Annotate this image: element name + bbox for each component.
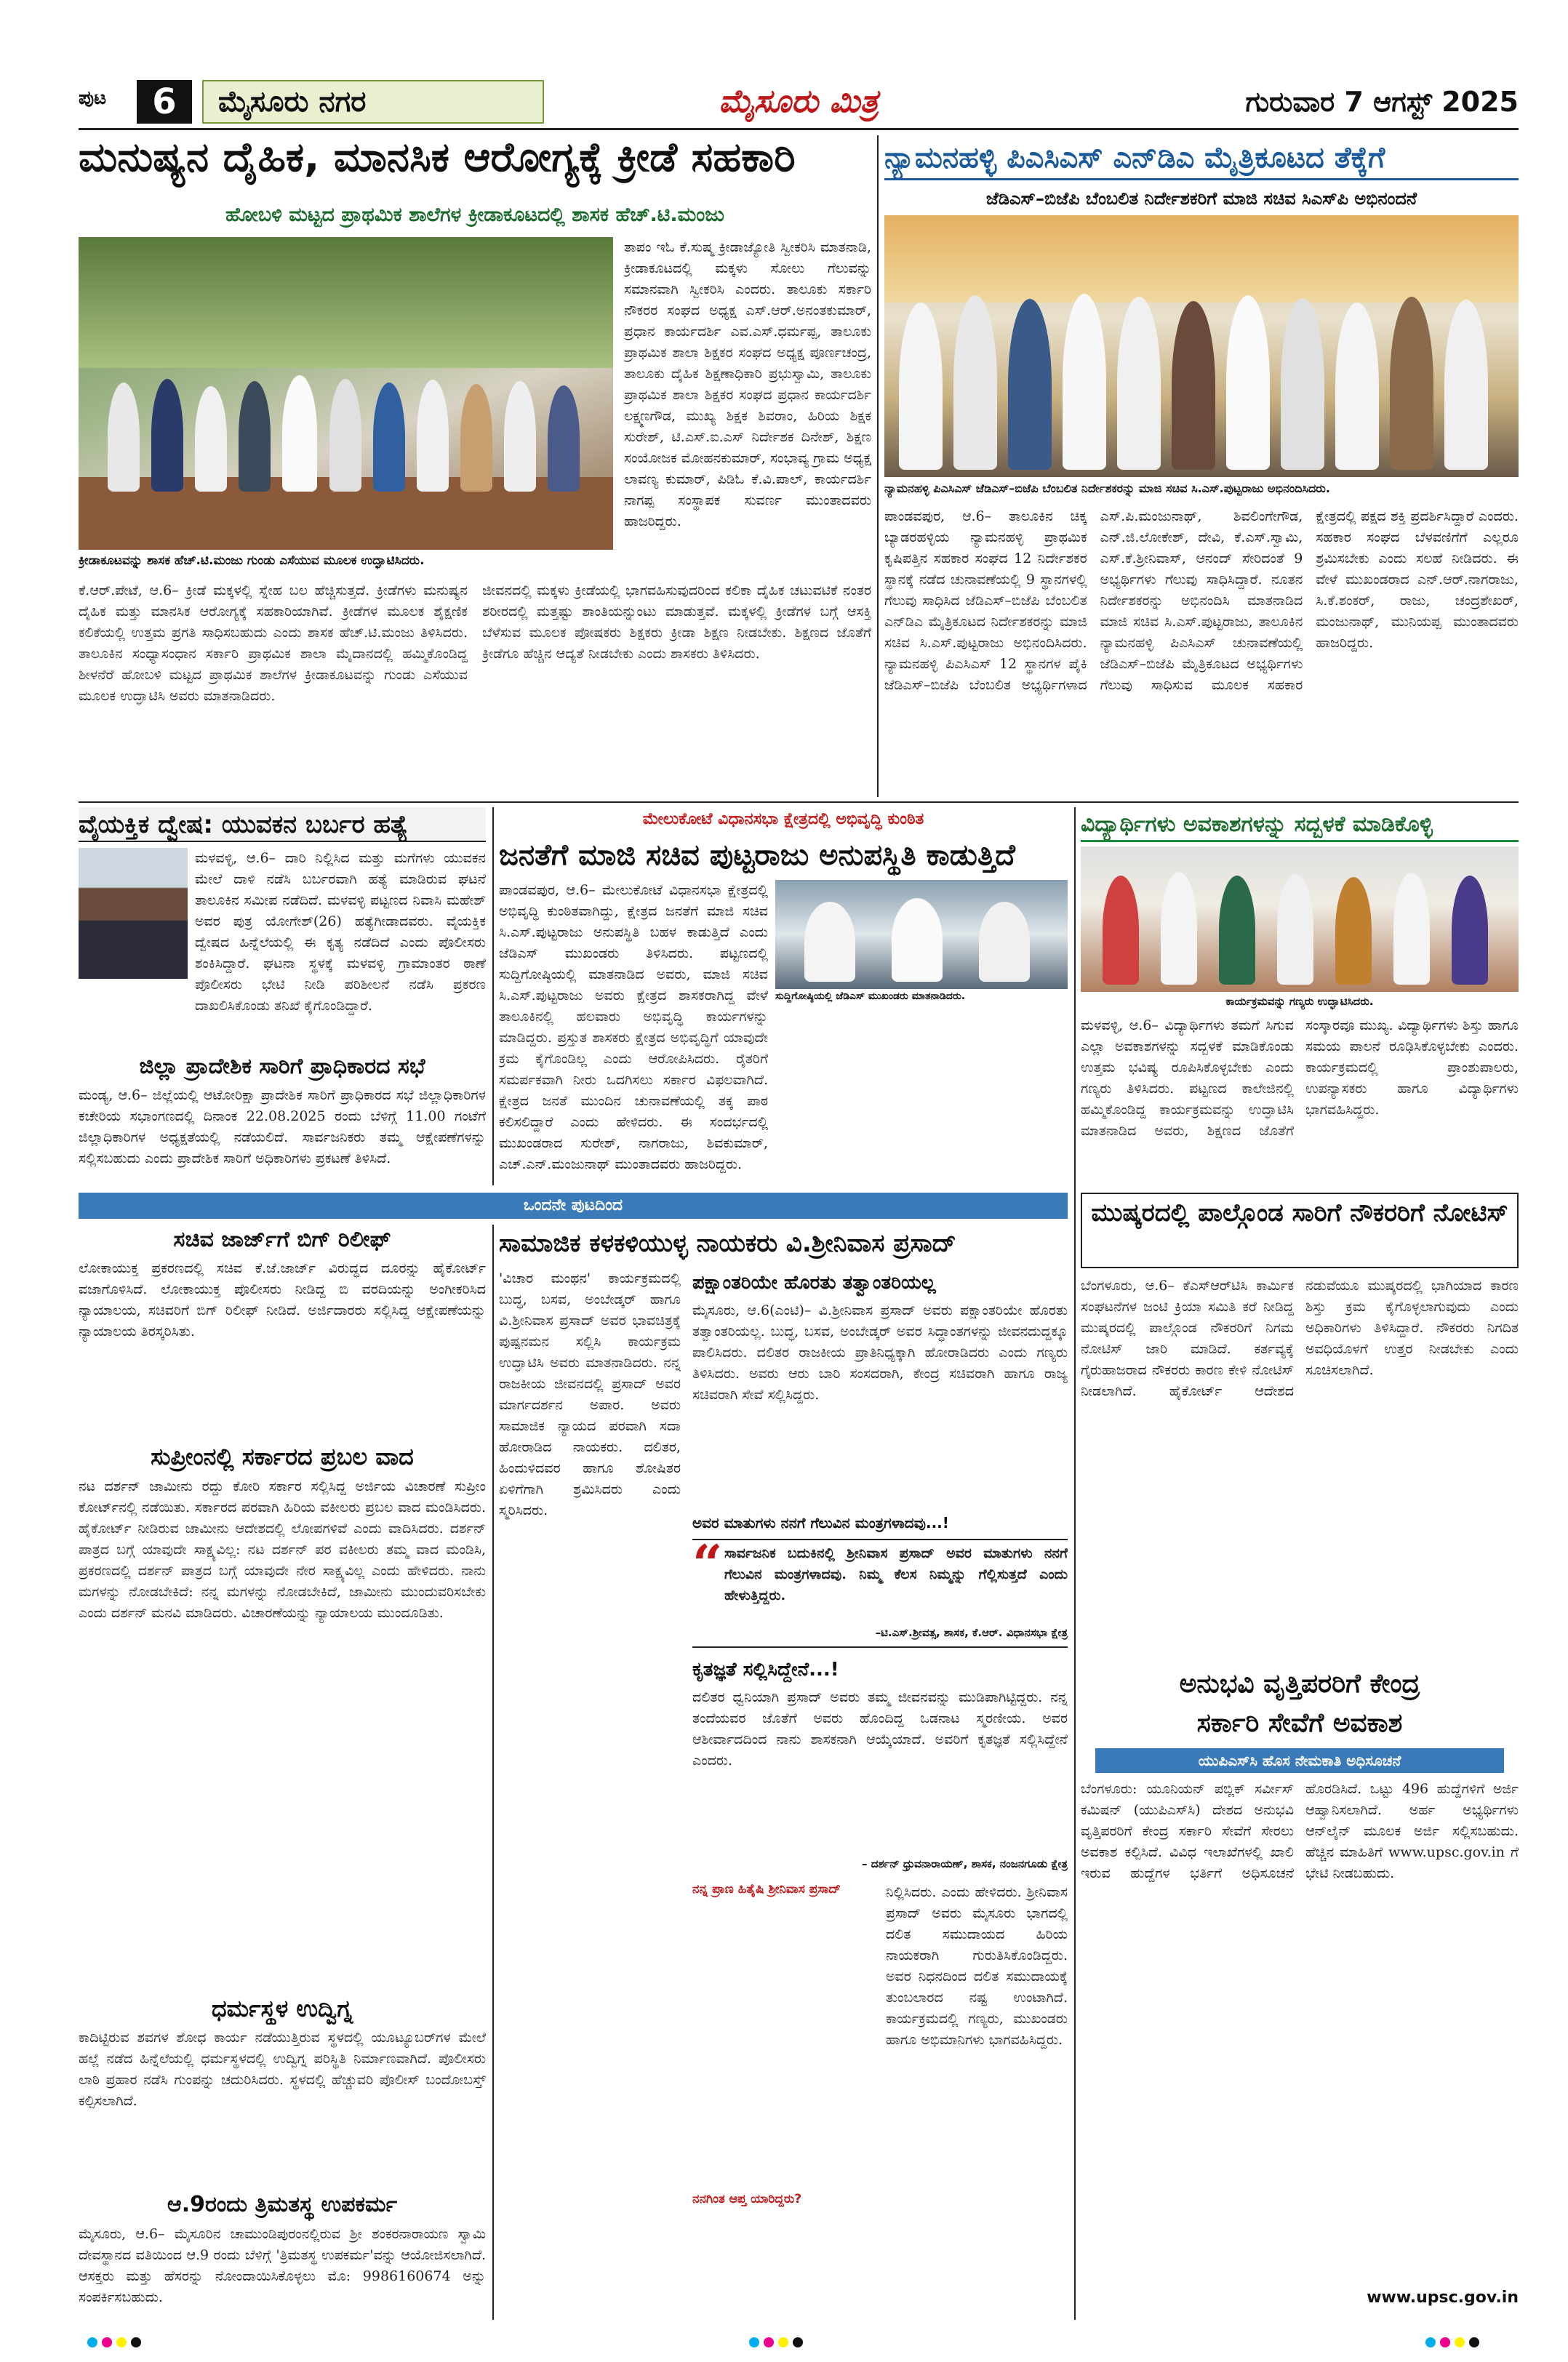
- body: ಕಾದಿಟ್ಟಿರುವ ಶವಗಳ ಶೋಧ ಕಾರ್ಯ ನಡೆಯುತ್ತಿರುವ ಸ್ಥಳದಲ್ಲಿ ಯೂಟ್ಯೂಬರ್‌ಗಳ ಮೇಲೆ ಹಲ್ಲೆ ನಡೆದ ಹಿನ್ನೆಲೆಯಲ್ಲಿ ಧರ್ಮಸ್ಥಳದಲ್ಲಿ ಉದ್ವಿಗ್ನ ಪರಿಸ್ಥಿತಿ ನಿರ್ಮಾಣವಾಗಿದೆ. ಪೊಲೀಸರು ಲಾಠಿ ಪ್ರಹಾರ ನಡೆಸಿ ಗುಂಪನ್ನು ಚದುರಿಸಿದರು. ಸ್ಥಳದಲ್ಲಿ ಹೆಚ್ಚುವರಿ ಪೊಲೀಸ್ ಬಂದೋಬಸ್ತ್ ಕಲ್ಪಿಸಲಾಗಿದೆ.: [79, 2030, 486, 2109]
- story-george-relief: [79, 1225, 486, 1436]
- subhead-d: ನನಗಿಂತ ಆಪ್ತ ಯಾರಿದ್ದರು?: [692, 2192, 802, 2206]
- registration-mark: [1469, 2337, 1479, 2347]
- story-upakarma: [79, 2189, 486, 2320]
- story-supreme-court: [79, 1440, 486, 1978]
- headline-line-2: ಸರ್ಕಾರಿ ಸೇವೆಗೆ ಅವಕಾಶ: [1196, 1708, 1403, 1738]
- quote-byline: –ಟಿ.ಎಸ್.ಶ್ರೀವತ್ಸ, ಶಾಸಕ, ಕೆ.ಆರ್. ವಿಧಾನಸಭಾ ಕ್ಷೇತ್ರ: [875, 1626, 1068, 1639]
- column-rule: [1074, 807, 1076, 2320]
- body-left: ಕೆ.ಆರ್.ಪೇಟೆ, ಆ.6– ಕ್ರೀಡೆ ಮಕ್ಕಳಲ್ಲಿ ಸ್ನೇಹ ಬಲ ಹೆಚ್ಚಿಸುತ್ತದೆ. ಕ್ರೀಡೆಗಳು ಮನುಷ್ಯನ ದೈಹಿಕ ಮತ್ತು ಮಾನಸಿಕ ಆರೋಗ್ಯಕ್ಕೆ ಸಹಕಾರಿಯಾಗಿವೆ. ಕ್ರೀಡೆಗಳ ಮೂಲಕ ಶೈಕ್ಷಣಿಕ ಕಲಿಕೆಯಲ್ಲಿ ಉತ್ತಮ ಪ್ರಗತಿ ಸಾಧಿಸಬಹುದು ಎಂದು ಶಾಸಕ ಹೆಚ್.ಟಿ.ಮಂಜು ತಿಳಿಸಿದರು. ತಾಲೂಕಿನ ಸಂಧ್ಯಾಸಂಧಾನ ಸರ್ಕಾರಿ ಪ್ರಾಥಮಿಕ ಶಾಲಾ ಮೈದಾನದಲ್ಲಿ ಹಮ್ಮಿಕೊಂಡಿದ್ದ ಶೀಳನೆರೆ ಹೋಬಳಿ ಮಟ್ಟದ ಪ್ರಾಥಮಿಕ ಶಾಲೆಗಳ ಕ್ರೀಡಾಕೂಟವನ್ನು ಗುಂಡು ಎಸೆಯುವ ಮೂಲಕ ಉದ್ಘಾಟಿಸಿ ಅವರು ಮಾತನಾಡಿದರು.: [79, 583, 468, 704]
- page-label: ಪುಟ: [79, 87, 107, 109]
- col1: 'ವಿಚಾರ ಮಂಥನ' ಕಾರ್ಯಕ್ರಮದಲ್ಲಿ ಬುದ್ಧ, ಬಸವ, ಅಂಬೇಡ್ಕರ್ ಹಾಗೂ ವಿ.ಶ್ರೀನಿವಾಸ ಪ್ರಸಾದ್ ಅವರ ಭಾವಚಿತ್ರಕ್ಕೆ ಪುಷ್ಪನಮನ ಸಲ್ಲಿಸಿ ಕಾರ್ಯಕ್ರಮ ಉದ್ಘಾಟಿಸಿ ಅವರು ಮಾತನಾಡಿದರು. ನನ್ನ ರಾಜಕೀಯ ಜೀವನದಲ್ಲಿ ಪ್ರಸಾದ್ ಅವರ ಮಾರ್ಗದರ್ಶನ ಅಪಾರ. ಅವರು ಸಾಮಾಜಿಕ ನ್ಯಾಯದ ಪರವಾಗಿ ಸದಾ ಹೋರಾಡಿದ ನಾಯಕರು. ದಲಿತರ, ಹಿಂದುಳಿದವರ ಹಾಗೂ ಶೋಷಿತರ ಏಳಿಗೆಗಾಗಿ ಶ್ರಮಿಸಿದರು ಎಂದು ಸ್ಮರಿಸಿದರು.: [499, 1270, 681, 1518]
- photo-caption: ನ್ಯಾಮನಹಳ್ಳಿ ಪಿಎಸಿಎಸ್ ಜೆಡಿಎಸ್–ಬಿಜೆಪಿ ಬೆಂಬಲಿತ ನಿರ್ದೇಶಕರನ್ನು ಮಾಜಿ ಸಚಿವ ಸಿ.ಎಸ್.ಪುಟ್ಟರಾಜು ಅಭಿನಂದಿಸಿದರು.: [884, 481, 1330, 495]
- story-srinivasa-prasad: [499, 1225, 1068, 2323]
- kicker: ಮೇಲುಕೋಟೆ ವಿಧಾನಸಭಾ ಕ್ಷೇತ್ರದಲ್ಲಿ ಅಭಿವೃದ್ಧಿ ಕುಂಠಿತ: [642, 810, 924, 828]
- headline: ಜಿಲ್ಲಾ ಪ್ರಾದೇಶಿಕ ಸಾರಿಗೆ ಪ್ರಾಧಿಕಾರದ ಸಭೆ: [139, 1054, 425, 1079]
- headline-line-1: ಅನುಭವಿ ವೃತ್ತಿಪರರಿಗೆ ಕೇಂದ್ರ: [1179, 1669, 1420, 1699]
- sports-photo: [79, 237, 613, 550]
- column-rule: [492, 1225, 494, 2320]
- story-rto-meeting: [79, 1052, 486, 1190]
- headline: ಆ.9ರಂದು ತ್ರಿಮತಸ್ಥ ಉಪಕರ್ಮ: [167, 2192, 398, 2217]
- col3: ನಿಲ್ಲಿಸಿದರು. ಎಂದು ಹೇಳಿದರು. ಶ್ರೀನಿವಾಸ ಪ್ರಸಾದ್ ಅವರು ಮೈಸೂರು ಭಾಗದಲ್ಲಿ ದಲಿತ ಸಮುದಾಯದ ಹಿರಿಯ ನಾಯಕರಾಗಿ ಗುರುತಿಸಿಕೊಂಡಿದ್ದರು. ಅವರ ನಿಧನದಿಂದ ದಲಿತ ಸಮುದಾಯಕ್ಕೆ ತುಂಬಲಾರದ ನಷ್ಟ ಉಂಟಾಗಿದೆ. ಕಾರ್ಯಕ್ರಮದಲ್ಲಿ ಗಣ್ಯರು, ಮುಖಂಡರು ಹಾಗೂ ಅಭಿಮಾನಿಗಳು ಭಾಗವಹಿಸಿದ್ದರು.: [886, 1884, 1068, 2048]
- registration-mark: [87, 2337, 97, 2347]
- quote-text: ಸಾರ್ವಜನಿಕ ಬದುಕಿನಲ್ಲಿ ಶ್ರೀನಿವಾಸ ಪ್ರಸಾದ್ ಅವರ ಮಾತುಗಳು ನನಗೆ ಗೆಲುವಿನ ಮಂತ್ರಗಳಾದವು. ನಿಮ್ಮ ಕೆಲಸ ನಿಮ್ಮನ್ನು ಗೆಲ್ಲಿಸುತ್ತದೆ ಎಂದು ಹೇಳುತ್ತಿದ್ದರು.: [724, 1545, 1068, 1604]
- headline: ಧರ್ಮಸ್ಥಳ ಉದ್ವಿಗ್ನ: [211, 1995, 353, 2022]
- story-dharmasthala: [79, 1993, 486, 2182]
- event-photo: [1081, 846, 1519, 992]
- headline: ನ್ಯಾಮನಹಳ್ಳಿ ಪಿಎಸಿಎಸ್ ಎನ್‌ಡಿಎ ಮೈತ್ರಿಕೂಟದ ತೆಕ್ಕೆಗೆ: [884, 135, 1519, 180]
- story-murder: [79, 807, 486, 1047]
- subhead-b: ಕೃತಜ್ಞತೆ ಸಲ್ಲಿಸಿದ್ದೇನೆ...!: [692, 1659, 839, 1681]
- body: ಪಾಂಡವಪುರ, ಆ.6– ಮೇಲುಕೋಟೆ ವಿಧಾನಸಭಾ ಕ್ಷೇತ್ರದಲ್ಲಿ ಅಭಿವೃದ್ಧಿ ಕುಂಠಿತವಾಗಿದ್ದು, ಕ್ಷೇತ್ರದ ಜನತೆಗೆ ಮಾಜಿ ಸಚಿವ ಸಿ.ಎಸ್.ಪುಟ್ಟರಾಜು ಅನುಪಸ್ಥಿತಿ ಬಹಳ ಕಾಡುತ್ತಿದೆ ಎಂದು ಜೆಡಿಎಸ್ ಮುಖಂಡರು ತಿಳಿಸಿದರು. ಪಟ್ಟಣದಲ್ಲಿ ಸುದ್ದಿಗೋಷ್ಠಿಯಲ್ಲಿ ಮಾತನಾಡಿದ ಅವರು, ಮಾಜಿ ಸಚಿವ ಸಿ.ಎಸ್.ಪುಟ್ಟರಾಜು ಅವರು ಕ್ಷೇತ್ರದ ಶಾಸಕರಾಗಿದ್ದ ವೇಳೆ ತಾಲೂಕಿನಲ್ಲಿ ಹಲವಾರು ಅಭಿವೃದ್ಧಿ ಕಾರ್ಯಗಳನ್ನು ಮಾಡಿದ್ದರು. ಪ್ರಸ್ತುತ ಶಾಸಕರು ಕ್ಷೇತ್ರದ ಅಭಿವೃದ್ಧಿಗೆ ಯಾವುದೇ ಕ್ರಮ ಕೈಗೊಂಡಿಲ್ಲ ಎಂದು ಆರೋಪಿಸಿದರು. ರೈತರಿಗೆ ಸಮರ್ಪಕವಾಗಿ ನೀರು ಒದಗಿಸಲು ಸರ್ಕಾರ ವಿಫಲವಾಗಿದೆ. ಕ್ಷೇತ್ರದ ಜನತೆ ಮುಂದಿನ ಚುನಾವಣೆಯಲ್ಲಿ ತಕ್ಕ ಪಾಠ ಕಲಿಸಲಿದ್ದಾರೆ ಎಂದು ಹೇಳಿದರು. ಈ ಸಂದರ್ಭದಲ್ಲಿ ಮುಖಂಡರಾದ ಸುರೇಶ್, ನಾಗರಾಜು, ಶಿವಕುಮಾರ್, ಎಚ್.ಎನ್.ಮಂಜುನಾಥ್ ಮುಂತಾದವರು ಹಾಜರಿದ್ದರು.: [499, 882, 768, 1172]
- headline: ವಿದ್ಯಾರ್ಥಿಗಳು ಅವಕಾಶಗಳನ್ನು ಸದ್ಬಳಕೆ ಮಾಡಿಕೊಳ್ಳಿ: [1081, 807, 1519, 842]
- quote-headline: ಅವರ ಮಾತುಗಳು ನನಗೆ ಗೆಲುವಿನ ಮಂತ್ರಗಳಾದವು...!: [692, 1514, 949, 1532]
- column-rule: [492, 807, 494, 1185]
- subhead-b-byline: – ದರ್ಶನ್ ಧ್ರುವನಾರಾಯಣ್, ಶಾಸಕ, ನಂಜನಗೂಡು ಕ್ಷೇತ್ರ: [862, 1857, 1068, 1870]
- masthead-rule: [79, 128, 1519, 130]
- story-upsc: [1081, 1665, 1519, 2320]
- registration-mark: [793, 2337, 803, 2347]
- victim-photo: [79, 848, 188, 979]
- quote-mark-icon: “: [692, 1533, 723, 1595]
- headline: ಮನುಷ್ಯನ ದೈಹಿಕ, ಮಾನಸಿಕ ಆರೋಗ್ಯಕ್ಕೆ ಕ್ರೀಡೆ ಸಹಕಾರಿ: [79, 135, 796, 181]
- body: ಲೋಕಾಯುಕ್ತ ಪ್ರಕರಣದಲ್ಲಿ ಸಚಿವ ಕೆ.ಜೆ.ಜಾರ್ಜ್ ವಿರುದ್ಧದ ದೂರನ್ನು ಹೈಕೋರ್ಟ್ ವಜಾಗೊಳಿಸಿದೆ. ಲೋಕಾಯುಕ್ತ ಪೊಲೀಸರು ನೀಡಿದ್ದ ಬಿ ವರದಿಯನ್ನು ಅಂಗೀಕರಿಸಿದ ನ್ಯಾಯಾಲಯ, ಸಚಿವರಿಗೆ ಬಿಗ್ ರಿಲೀಫ್ ನೀಡಿದೆ. ಅರ್ಜಿದಾರರು ಸಲ್ಲಿಸಿದ್ದ ಆಕ್ಷೇಪಣೆಯನ್ನು ನ್ಯಾಯಾಲಯ ತಿರಸ್ಕರಿಸಿತು.: [79, 1260, 486, 1340]
- registration-mark: [102, 2337, 112, 2347]
- body: ಬೆಂಗಳೂರು: ಯೂನಿಯನ್ ಪಬ್ಲಿಕ್ ಸರ್ವೀಸ್ ಕಮಿಷನ್ (ಯುಪಿಎಸ್‌ಸಿ) ದೇಶದ ಅನುಭವಿ ವೃತ್ತಿಪರರಿಗೆ ಕೇಂದ್ರ ಸರ್ಕಾರಿ ಸೇವೆಗೆ ಸೇರಲು ಅವಕಾಶ ಕಲ್ಪಿಸಿದೆ. ವಿವಿಧ ಇಲಾಖೆಗಳಲ್ಲಿ ಖಾಲಿ ಇರುವ ಹುದ್ದೆಗಳ ಭರ್ತಿಗೆ ಅಧಿಸೂಚನೆ ಹೊರಡಿಸಿದೆ. ಒಟ್ಟು 496 ಹುದ್ದೆಗಳಿಗೆ ಅರ್ಜಿ ಆಹ್ವಾನಿಸಲಾಗಿದೆ. ಅರ್ಹ ಅಭ್ಯರ್ಥಿಗಳು ಆನ್‌ಲೈನ್ ಮೂಲಕ ಅರ್ಜಿ ಸಲ್ಲಿಸಬಹುದು. ಹೆಚ್ಚಿನ ಮಾಹಿತಿಗೆ www.upsc.gov.in ಗೆ ಭೇಟಿ ನೀಡಬಹುದು.: [1081, 1781, 1519, 1881]
- body: ನಟ ದರ್ಶನ್ ಜಾಮೀನು ರದ್ದು ಕೋರಿ ಸರ್ಕಾರ ಸಲ್ಲಿಸಿದ್ದ ಅರ್ಜಿಯ ವಿಚಾರಣೆ ಸುಪ್ರೀಂ ಕೋರ್ಟ್‌ನಲ್ಲಿ ನಡೆಯಿತು. ಸರ್ಕಾರದ ಪರವಾಗಿ ಹಿರಿಯ ವಕೀಲರು ಪ್ರಬಲ ವಾದ ಮಂಡಿಸಿದರು. ಹೈಕೋರ್ಟ್ ನೀಡಿರುವ ಜಾಮೀನು ಆದೇಶದಲ್ಲಿ ಲೋಪಗಳಿವೆ ಎಂದು ವಾದಿಸಿದರು. ದರ್ಶನ್ ಪಾತ್ರದ ಬಗ್ಗೆ ಯಾವುದೇ ಸಾಕ್ಷ್ಯವಿಲ್ಲ: ನಟ ದರ್ಶನ್ ಪರ ವಕೀಲರು ತಮ್ಮ ವಾದ ಮಂಡಿಸಿ, ಪ್ರಕರಣದಲ್ಲಿ ದರ್ಶನ್ ಪಾತ್ರದ ಬಗ್ಗೆ ಯಾವುದೇ ನೇರ ಸಾಕ್ಷ್ಯವಿಲ್ಲ ಎಂದು ಹೇಳಿದರು. ನಾನು ಮಗಳನ್ನು ನೋಡಬೇಕಿದೆ: ನನ್ನ ಮಗಳನ್ನು ನೋಡಬೇಕಿದೆ, ಜಾಮೀನು ಮುಂದುವರಿಸಬೇಕು ಎಂದು ದರ್ಶನ್ ಮನವಿ ಮಾಡಿದರು. ವಿಚಾರಣೆಯನ್ನು ನ್ಯಾಯಾಲಯ ಮುಂದೂಡಿತು.: [79, 1478, 486, 1621]
- registration-mark: [778, 2337, 788, 2347]
- column-rule: [877, 135, 879, 797]
- subheadline: ಹೋಬಳಿ ಮಟ್ಟದ ಪ್ರಾಥಮಿಕ ಶಾಲೆಗಳ ಕ್ರೀಡಾಕೂಟದಲ್ಲಿ ಶಾಸಕ ಹೆಚ್.ಟಿ.ಮಂಜು: [209, 199, 740, 231]
- press-meet-photo: [775, 880, 1068, 989]
- headline: ಸುಪ್ರೀಂನಲ್ಲಿ ಸರ್ಕಾರದ ಪ್ರಬಲ ವಾದ: [151, 1443, 414, 1470]
- body: ಪಾಂಡವಪುರ, ಆ.6– ತಾಲೂಕಿನ ಚಿಕ್ಕ ಬ್ಯಾಡರಹಳ್ಳಿಯ ನ್ಯಾಮನಹಳ್ಳಿ ಪ್ರಾಥಮಿಕ ಕೃಷಿಪತ್ತಿನ ಸಹಕಾರ ಸಂಘದ 12 ನಿರ್ದೇಶಕರ ಸ್ಥಾನಕ್ಕೆ ನಡೆದ ಚುನಾವಣೆಯಲ್ಲಿ 9 ಸ್ಥಾನಗಳಲ್ಲಿ ಗೆಲುವು ಸಾಧಿಸಿದ ಜೆಡಿಎಸ್–ಬಿಜೆಪಿ ಬೆಂಬಲಿತ ಎನ್‌ಡಿಎ ಮೈತ್ರಿಕೂಟದ ನಿರ್ದೇಶಕರನ್ನು ಮಾಜಿ ಸಚಿವ ಸಿ.ಎಸ್.ಪುಟ್ಟರಾಜು ಅಭಿನಂದಿಸಿದರು. ನ್ಯಾಮನಹಳ್ಳಿ ಪಿಎಸಿಎಸ್ 12 ಸ್ಥಾನಗಳ ಪೈಕಿ ಜೆಡಿಎಸ್–ಬಿಜೆಪಿ ಬೆಂಬಲಿತ ಅಭ್ಯರ್ಥಿಗಳಾದ ಎಸ್.ಪಿ.ಮಂಜುನಾಥ್, ಶಿವಲಿಂಗೇಗೌಡ, ಎನ್.ಜಿ.ಲೋಕೇಶ್, ದೇವಿ, ಕೆ.ಎಸ್.ಸ್ವಾಮಿ, ಎಸ್.ಕೆ.ಶ್ರೀನಿವಾಸ್, ಆನಂದ್ ಸೇರಿದಂತೆ 9 ಅಭ್ಯರ್ಥಿಗಳು ಗೆಲುವು ಸಾಧಿಸಿದ್ದಾರೆ. ನೂತನ ನಿರ್ದೇಶಕರನ್ನು ಅಭಿನಂದಿಸಿ ಮಾತನಾಡಿದ ಮಾಜಿ ಸಚಿವ ಸಿ.ಎಸ್.ಪುಟ್ಟರಾಜು, ತಾಲೂಕಿನ ನ್ಯಾಮನಹಳ್ಳಿ ಪಿಎಸಿಎಸ್ ಚುನಾವಣೆಯಲ್ಲಿ ಜೆಡಿಎಸ್–ಬಿಜೆಪಿ ಮೈತ್ರಿಕೂಟದ ಅಭ್ಯರ್ಥಿಗಳು ಗೆಲುವು ಸಾಧಿಸುವ ಮೂಲಕ ಸಹಕಾರ ಕ್ಷೇತ್ರದಲ್ಲಿ ಪಕ್ಷದ ಶಕ್ತಿ ಪ್ರದರ್ಶಿಸಿದ್ದಾರೆ ಎಂದರು. ಸಹಕಾರ ಸಂಘದ ಬೆಳವಣಿಗೆಗೆ ಎಲ್ಲರೂ ಶ್ರಮಿಸಬೇಕು ಎಂದು ಸಲಹೆ ನೀಡಿದರು. ಈ ವೇಳೆ ಮುಖಂಡರಾದ ಎನ್.ಆರ್.ನಾಗರಾಜು, ಸಿ.ಕೆ.ಶಂಕರ್, ರಾಜು, ಚಂದ್ರಶೇಖರ್, ಮಂಜುನಾಥ್, ಮುನಿಯಪ್ಪ ಮುಂತಾದವರು ಹಾಜರಿದ್ದರು.: [884, 508, 1519, 693]
- headline: ಮುಷ್ಕರದಲ್ಲಿ ಪಾಲ್ಗೊಂಡ ಸಾರಿಗೆ ನೌಕರರಿಗೆ ನೋಟಿಸ್: [1081, 1193, 1519, 1268]
- body: ಬೆಂಗಳೂರು, ಆ.6– ಕೆಎಸ್‌ಆರ್‌ಟಿಸಿ ಕಾರ್ಮಿಕ ಸಂಘಟನೆಗಳ ಜಂಟಿ ಕ್ರಿಯಾ ಸಮಿತಿ ಕರೆ ನೀಡಿದ್ದ ಮುಷ್ಕರದಲ್ಲಿ ಪಾಲ್ಗೊಂಡ ನೌಕರರಿಗೆ ನಿಗಮ ನೋಟಿಸ್ ಜಾರಿ ಮಾಡಿದೆ. ಕರ್ತವ್ಯಕ್ಕೆ ಗೈರುಹಾಜರಾದ ನೌಕರರು ಕಾರಣ ಕೇಳಿ ನೋಟಿಸ್ ನೀಡಲಾಗಿದೆ. ಹೈಕೋರ್ಟ್ ಆದೇಶದ ನಡುವೆಯೂ ಮುಷ್ಕರದಲ್ಲಿ ಭಾಗಿಯಾದ ಕಾರಣ ಶಿಸ್ತು ಕ್ರಮ ಕೈಗೊಳ್ಳಲಾಗುವುದು ಎಂದು ಅಧಿಕಾರಿಗಳು ತಿಳಿಸಿದ್ದಾರೆ. ನೌಕರರು ನಿಗದಿತ ಅವಧಿಯೊಳಗೆ ಉತ್ತರ ನೀಡಬೇಕು ಎಂದು ಸೂಚಿಸಲಾಗಿದೆ.: [1081, 1278, 1519, 1399]
- registration-mark: [116, 2337, 127, 2347]
- photo-caption: ಕಾರ್ಯಕ್ರಮವನ್ನು ಗಣ್ಯರು ಉದ್ಘಾಟಿಸಿದರು.: [1225, 995, 1374, 1008]
- registration-mark: [131, 2337, 141, 2347]
- website-link[interactable]: www.upsc.gov.in: [1367, 2289, 1519, 2307]
- continued-banner: ಒಂದನೇ ಪುಟದಿಂದ: [79, 1193, 1068, 1219]
- divider: [79, 801, 1519, 803]
- subhead-c: ನನ್ನ ಪ್ರಾಣ ಹಿತೈಷಿ ಶ್ರೀನಿವಾಸ ಪ್ರಸಾದ್: [692, 1882, 841, 1897]
- registration-mark: [1440, 2337, 1450, 2347]
- body: ಮಳವಳ್ಳಿ, ಆ.6– ದಾರಿ ನಿಲ್ಲಿಸಿದ ಮತ್ತು ಮಗೆಗಳು ಯುವಕನ ಮೇಲೆ ದಾಳಿ ನಡೆಸಿ ಬರ್ಬರವಾಗಿ ಹತ್ಯೆ ಮಾಡಿರುವ ಘಟನೆ ತಾಲೂಕಿನ ಸಮೀಪ ನಡೆದಿದೆ. ಮಳವಳ್ಳಿ ಪಟ್ಟಣದ ನಿವಾಸಿ ಮಹೇಶ್ ಅವರ ಪುತ್ರ ಯೋಗೇಶ್(26) ಹತ್ಯೆಗೀಡಾದವರು. ವೈಯಕ್ತಿಕ ದ್ವೇಷದ ಹಿನ್ನೆಲೆಯಲ್ಲಿ ಈ ಕೃತ್ಯ ನಡೆದಿದೆ ಎಂದು ಪೊಲೀಸರು ಶಂಕಿಸಿದ್ದಾರೆ. ಘಟನಾ ಸ್ಥಳಕ್ಕೆ ಮಳವಳ್ಳಿ ಗ್ರಾಮಾಂತರ ಠಾಣೆ ಪೊಲೀಸರು ಭೇಟಿ ನೀಡಿ ಪರಿಶೀಲನೆ ನಡೆಸಿ ಪ್ರಕರಣ ದಾಖಲಿಸಿಕೊಂಡು ತನಿಖೆ ಕೈಗೊಂಡಿದ್ದಾರೆ.: [195, 850, 486, 1014]
- subhead-a: ಪಕ್ಷಾಂತರಿಯೇ ಹೊರತು ತತ್ವಾಂತರಿಯಲ್ಲ: [692, 1272, 936, 1294]
- col2: ಮೈಸೂರು, ಆ.6(ಎಂಟಿ)– ವಿ.ಶ್ರೀನಿವಾಸ ಪ್ರಸಾದ್ ಅವರು ಪಕ್ಷಾಂತರಿಯೇ ಹೊರತು ತತ್ವಾಂತರಿಯಲ್ಲ. ಬುದ್ಧ, ಬಸವ, ಅಂಬೇಡ್ಕರ್ ಅವರ ಸಿದ್ಧಾಂತಗಳನ್ನು ಜೀವನದುದ್ದಕ್ಕೂ ಪಾಲಿಸಿದರು. ದಲಿತರ ರಾಜಕೀಯ ಪ್ರಾತಿನಿಧ್ಯಕ್ಕಾಗಿ ಹೋರಾಡಿದರು ಎಂದು ಗಣ್ಯರು ತಿಳಿಸಿದರು. ಅವರು ಆರು ಬಾರಿ ಸಂಸದರಾಗಿ, ಕೇಂದ್ರ ಸಚಿವರಾಗಿ ಹಾಗೂ ರಾಜ್ಯ ಸಚಿವರಾಗಿ ಸೇವೆ ಸಲ್ಲಿಸಿದ್ದರು.: [692, 1302, 1068, 1403]
- registration-mark: [749, 2337, 759, 2347]
- registration-mark: [764, 2337, 774, 2347]
- felicitation-photo: [884, 215, 1519, 477]
- paper-logo: ಮೈಸೂರು ಮಿತ್ರ: [719, 83, 879, 120]
- photo-caption: ಸುದ್ದಿಗೋಷ್ಠಿಯಲ್ಲಿ ಜೆಡಿಎಸ್ ಮುಖಂಡರು ಮಾತನಾಡಿದರು.: [775, 990, 966, 1002]
- photo-caption: ಕ್ರೀಡಾಕೂಟವನ್ನು ಶಾಸಕ ಹೆಚ್.ಟಿ.ಮಂಜು ಗುಂಡು ಎಸೆಯುವ ಮೂಲಕ ಉದ್ಘಾಟಿಸಿದರು.: [79, 553, 425, 568]
- body: ಮಂಡ್ಯ, ಆ.6– ಜಿಲ್ಲೆಯಲ್ಲಿ ಆಟೋರಿಕ್ಷಾ ಪ್ರಾದೇಶಿಕ ಸಾರಿಗೆ ಪ್ರಾಧಿಕಾರದ ಸಭೆ ಜಿಲ್ಲಾಧಿಕಾರಿಗಳ ಕಚೇರಿಯ ಸಭಾಂಗಣದಲ್ಲಿ ದಿನಾಂಕ 22.08.2025 ರಂದು ಬೆಳಿಗ್ಗೆ 11.00 ಗಂಟೆಗೆ ಜಿಲ್ಲಾಧಿಕಾರಿಗಳ ಅಧ್ಯಕ್ಷತೆಯಲ್ಲಿ ನಡೆಯಲಿದೆ. ಸಾರ್ವಜನಿಕರು ತಮ್ಮ ಆಕ್ಷೇಪಣೆಗಳನ್ನು ಸಲ್ಲಿಸಬಹುದು ಎಂದು ಪ್ರಾದೇಶಿಕ ಸಾರಿಗೆ ಅಧಿಕಾರಿಗಳು ಪ್ರಕಟಣೆ ತಿಳಿಸಿದೆ.: [79, 1087, 486, 1166]
- body-right: ತಾಪಂ ಇಓ ಕೆ.ಸುಷ್ಮ ಕ್ರೀಡಾಜ್ಯೋತಿ ಸ್ವೀಕರಿಸಿ ಮಾತನಾಡಿ, ಕ್ರೀಡಾಕೂಟದಲ್ಲಿ ಮಕ್ಕಳು ಸೋಲು ಗೆಲುವನ್ನು ಸಮಾನವಾಗಿ ಸ್ವೀಕರಿಸಿ ಎಂದರು. ತಾಲೂಕು ಸರ್ಕಾರಿ ನೌಕರರ ಸಂಘದ ಅಧ್ಯಕ್ಷ ಎಸ್.ಆರ್.ಅನಂತಕುಮಾರ್, ಪ್ರಧಾನ ಕಾರ್ಯದರ್ಶಿ ಎವ.ಎಸ್.ಧರ್ಮಪ್ಪ, ತಾಲೂಕು ಪ್ರಾಥಮಿಕ ಶಾಲಾ ಶಿಕ್ಷಕರ ಸಂಘದ ಅಧ್ಯಕ್ಷ ಪೂರ್ಣಚಂದ್ರ, ತಾಲೂಕು ದೈಹಿಕ ಶಿಕ್ಷಣಾಧಿಕಾರಿ ಪ್ರಭುಸ್ವಾಮಿ, ತಾಲೂಕು ಪ್ರಾಥಮಿಕ ಶಾಲಾ ಶಿಕ್ಷಕರ ಸಂಘದ ಪ್ರಧಾನ ಕಾರ್ಯದರ್ಶಿ ಲಕ್ಷ್ಮಣಗೌಡ, ಮುಖ್ಯ ಶಿಕ್ಷಕ ಶಿವರಾಂ, ಹಿರಿಯ ಶಿಕ್ಷಕ ಸುರೇಶ್, ಟಿ.ಎಸ್.ಐ.ಎಸ್ ನಿರ್ದೇಶಕ ದಿನೇಶ್, ಶಿಕ್ಷಣ ಸಂಯೋಜಕ ಮೋಹನಕುಮಾರ್, ಸಂಭಾವ್ಯ ಗ್ರಾಮ ಅಧ್ಯಕ್ಷ ಲಾವಣ್ಯ ಕುಮಾರ್, ಪಿಡಿಓ ಕೆ.ವಿ.ಪಾಲ್, ಕಾರ್ಯದರ್ಶಿ ನಾಗಪ್ಪ ಸಂಸ್ಥಾಪಕ ಸುವರ್ಣ ಮುಂತಾದವರು ಹಾಜರಿದ್ದರು.: [624, 239, 871, 529]
- subheadline: ಜೆಡಿಎಸ್–ಬಿಜೆಪಿ ಬೆಂಬಲಿತ ನಿರ್ದೇಶಕರಿಗೆ ಮಾಜಿ ಸಚಿವ ಸಿಎಸ್‌ಪಿ ಅಭಿನಂದನೆ: [985, 188, 1417, 209]
- story-transport-notice: [1081, 1193, 1519, 1658]
- story-puttaraju: [499, 807, 1068, 1185]
- body-mid: ಜೀವನದಲ್ಲಿ ಮಕ್ಕಳು ಕ್ರೀಡೆಯಲ್ಲಿ ಭಾಗವಹಿಸುವುದರಿಂದ ಕಲಿಕಾ ದೈಹಿಕ ಚಟುವಟಿಕೆ ನಂತರ ಶರೀರದಲ್ಲಿ ಮತ್ತಷ್ಟು ಶಾಂತಿಯನ್ನುಂಟು ಮಾಡುತ್ತವೆ. ಮಕ್ಕಳಲ್ಲಿ ಕ್ರೀಡೆಗಳ ಬಗ್ಗೆ ಆಸಕ್ತಿ ಬೆಳೆಸುವ ಮೂಲಕ ಪೋಷಕರು ಶಿಕ್ಷಕರು ಕ್ರೀಡಾ ಶಿಕ್ಷಣ ನೀಡಬೇಕು. ಶಿಕ್ಷಣದ ಜೊತೆಗೆ ಕ್ರೀಡೆಗೂ ಹೆಚ್ಚಿನ ಆದ್ಯತೆ ನೀಡಬೇಕು ಎಂದು ಶಾಸಕರು ತಿಳಿಸಿದರು.: [482, 583, 871, 662]
- body: ಮೈಸೂರು, ಆ.6– ಮೈಸೂರಿನ ಚಾಮುಂಡಿಪುರಂನಲ್ಲಿರುವ ಶ್ರೀ ಶಂಕರನಾರಾಯಣ ಸ್ವಾಮಿ ದೇವಸ್ಥಾನದ ವತಿಯಿಂದ ಆ.9 ರಂದು ಬೆಳಿಗ್ಗೆ 'ತ್ರಿಮತಸ್ಥ ಉಪಕರ್ಮ'ವನ್ನು ಆಯೋಜಿಸಲಾಗಿದೆ. ಆಸಕ್ತರು ಮತ್ತು ಹೆಸರನ್ನು ನೋಂದಾಯಿಸಿಕೊಳ್ಳಲು ಮೊ: 9986160674 ಅನ್ನು ಸಂಪರ್ಕಿಸಬಹುದು.: [79, 2226, 486, 2305]
- dateline: ಗುರುವಾರ 7 ಆಗಸ್ಟ್ 2025: [1245, 86, 1519, 118]
- story-students: [1081, 807, 1519, 1185]
- body: ಮಳವಳ್ಳಿ, ಆ.6– ವಿದ್ಯಾರ್ಥಿಗಳು ತಮಗೆ ಸಿಗುವ ಎಲ್ಲಾ ಅವಕಾಶಗಳನ್ನು ಸದ್ಬಳಕೆ ಮಾಡಿಕೊಂಡು ಉತ್ತಮ ಭವಿಷ್ಯ ರೂಪಿಸಿಕೊಳ್ಳಬೇಕು ಎಂದು ಗಣ್ಯರು ತಿಳಿಸಿದರು. ಪಟ್ಟಣದ ಕಾಲೇಜಿನಲ್ಲಿ ಹಮ್ಮಿಕೊಂಡಿದ್ದ ಕಾರ್ಯಕ್ರಮವನ್ನು ಉದ್ಘಾಟಿಸಿ ಮಾತನಾಡಿದ ಅವರು, ಶಿಕ್ಷಣದ ಜೊತೆಗೆ ಸಂಸ್ಕಾರವೂ ಮುಖ್ಯ. ವಿದ್ಯಾರ್ಥಿಗಳು ಶಿಸ್ತು ಹಾಗೂ ಸಮಯ ಪಾಲನೆ ರೂಢಿಸಿಕೊಳ್ಳಬೇಕು ಎಂದರು. ಕಾರ್ಯಕ್ರಮದಲ್ಲಿ ಪ್ರಾಂಶುಪಾಲರು, ಉಪನ್ಯಾಸಕರು ಹಾಗೂ ವಿದ್ಯಾರ್ಥಿಗಳು ಭಾಗವಹಿಸಿದ್ದರು.: [1081, 1017, 1519, 1139]
- section-name: ಮೈಸೂರು ನಗರ: [202, 80, 544, 124]
- masthead: [79, 80, 1519, 124]
- registration-mark: [1455, 2337, 1465, 2347]
- registration-mark: [1425, 2337, 1436, 2347]
- col2b: ದಲಿತರ ಧ್ವನಿಯಾಗಿ ಪ್ರಸಾದ್ ಅವರು ತಮ್ಮ ಜೀವನವನ್ನು ಮುಡಿಪಾಗಿಟ್ಟಿದ್ದರು. ನನ್ನ ತಂದೆಯವರ ಜೊತೆಗೆ ಅವರು ಹೊಂದಿದ್ದ ಒಡನಾಟ ಸ್ಮರಣೀಯ. ಅವರ ಆಶೀರ್ವಾದದಿಂದ ನಾನು ಶಾಸಕನಾಗಿ ಆಯ್ಕೆಯಾದೆ. ಅವರಿಗೆ ಕೃತಜ್ಞತೆ ಸಲ್ಲಿಸಿದ್ದೇನೆ ಎಂದರು.: [692, 1689, 1068, 1769]
- pull-quote: [692, 1533, 1068, 1648]
- page-number: 6: [137, 80, 192, 124]
- headline: ಜನತೆಗೆ ಮಾಜಿ ಸಚಿವ ಪುಟ್ಟರಾಜು ಅನುಪಸ್ಥಿತಿ ಕಾಡುತ್ತಿದೆ: [499, 838, 1015, 872]
- headline: ವೈಯಕ್ತಿಕ ದ್ವೇಷ: ಯುವಕನ ಬರ್ಬರ ಹತ್ಯೆ: [79, 807, 486, 842]
- tag-bar: ಯುಪಿಎಸ್‌ಸಿ ಹೊಸ ನೇಮಕಾತಿ ಅಧಿಸೂಚನೆ: [1095, 1748, 1504, 1773]
- headline: ಸಚಿವ ಜಾರ್ಜ್‌ಗೆ ಬಿಗ್ ರಿಲೀಫ್: [173, 1227, 391, 1252]
- headline: ಸಾಮಾಜಿಕ ಕಳಕಳಿಯುಳ್ಳ ನಾಯಕರು ವಿ.ಶ್ರೀನಿವಾಸ ಪ್ರಸಾದ್: [499, 1229, 956, 1258]
